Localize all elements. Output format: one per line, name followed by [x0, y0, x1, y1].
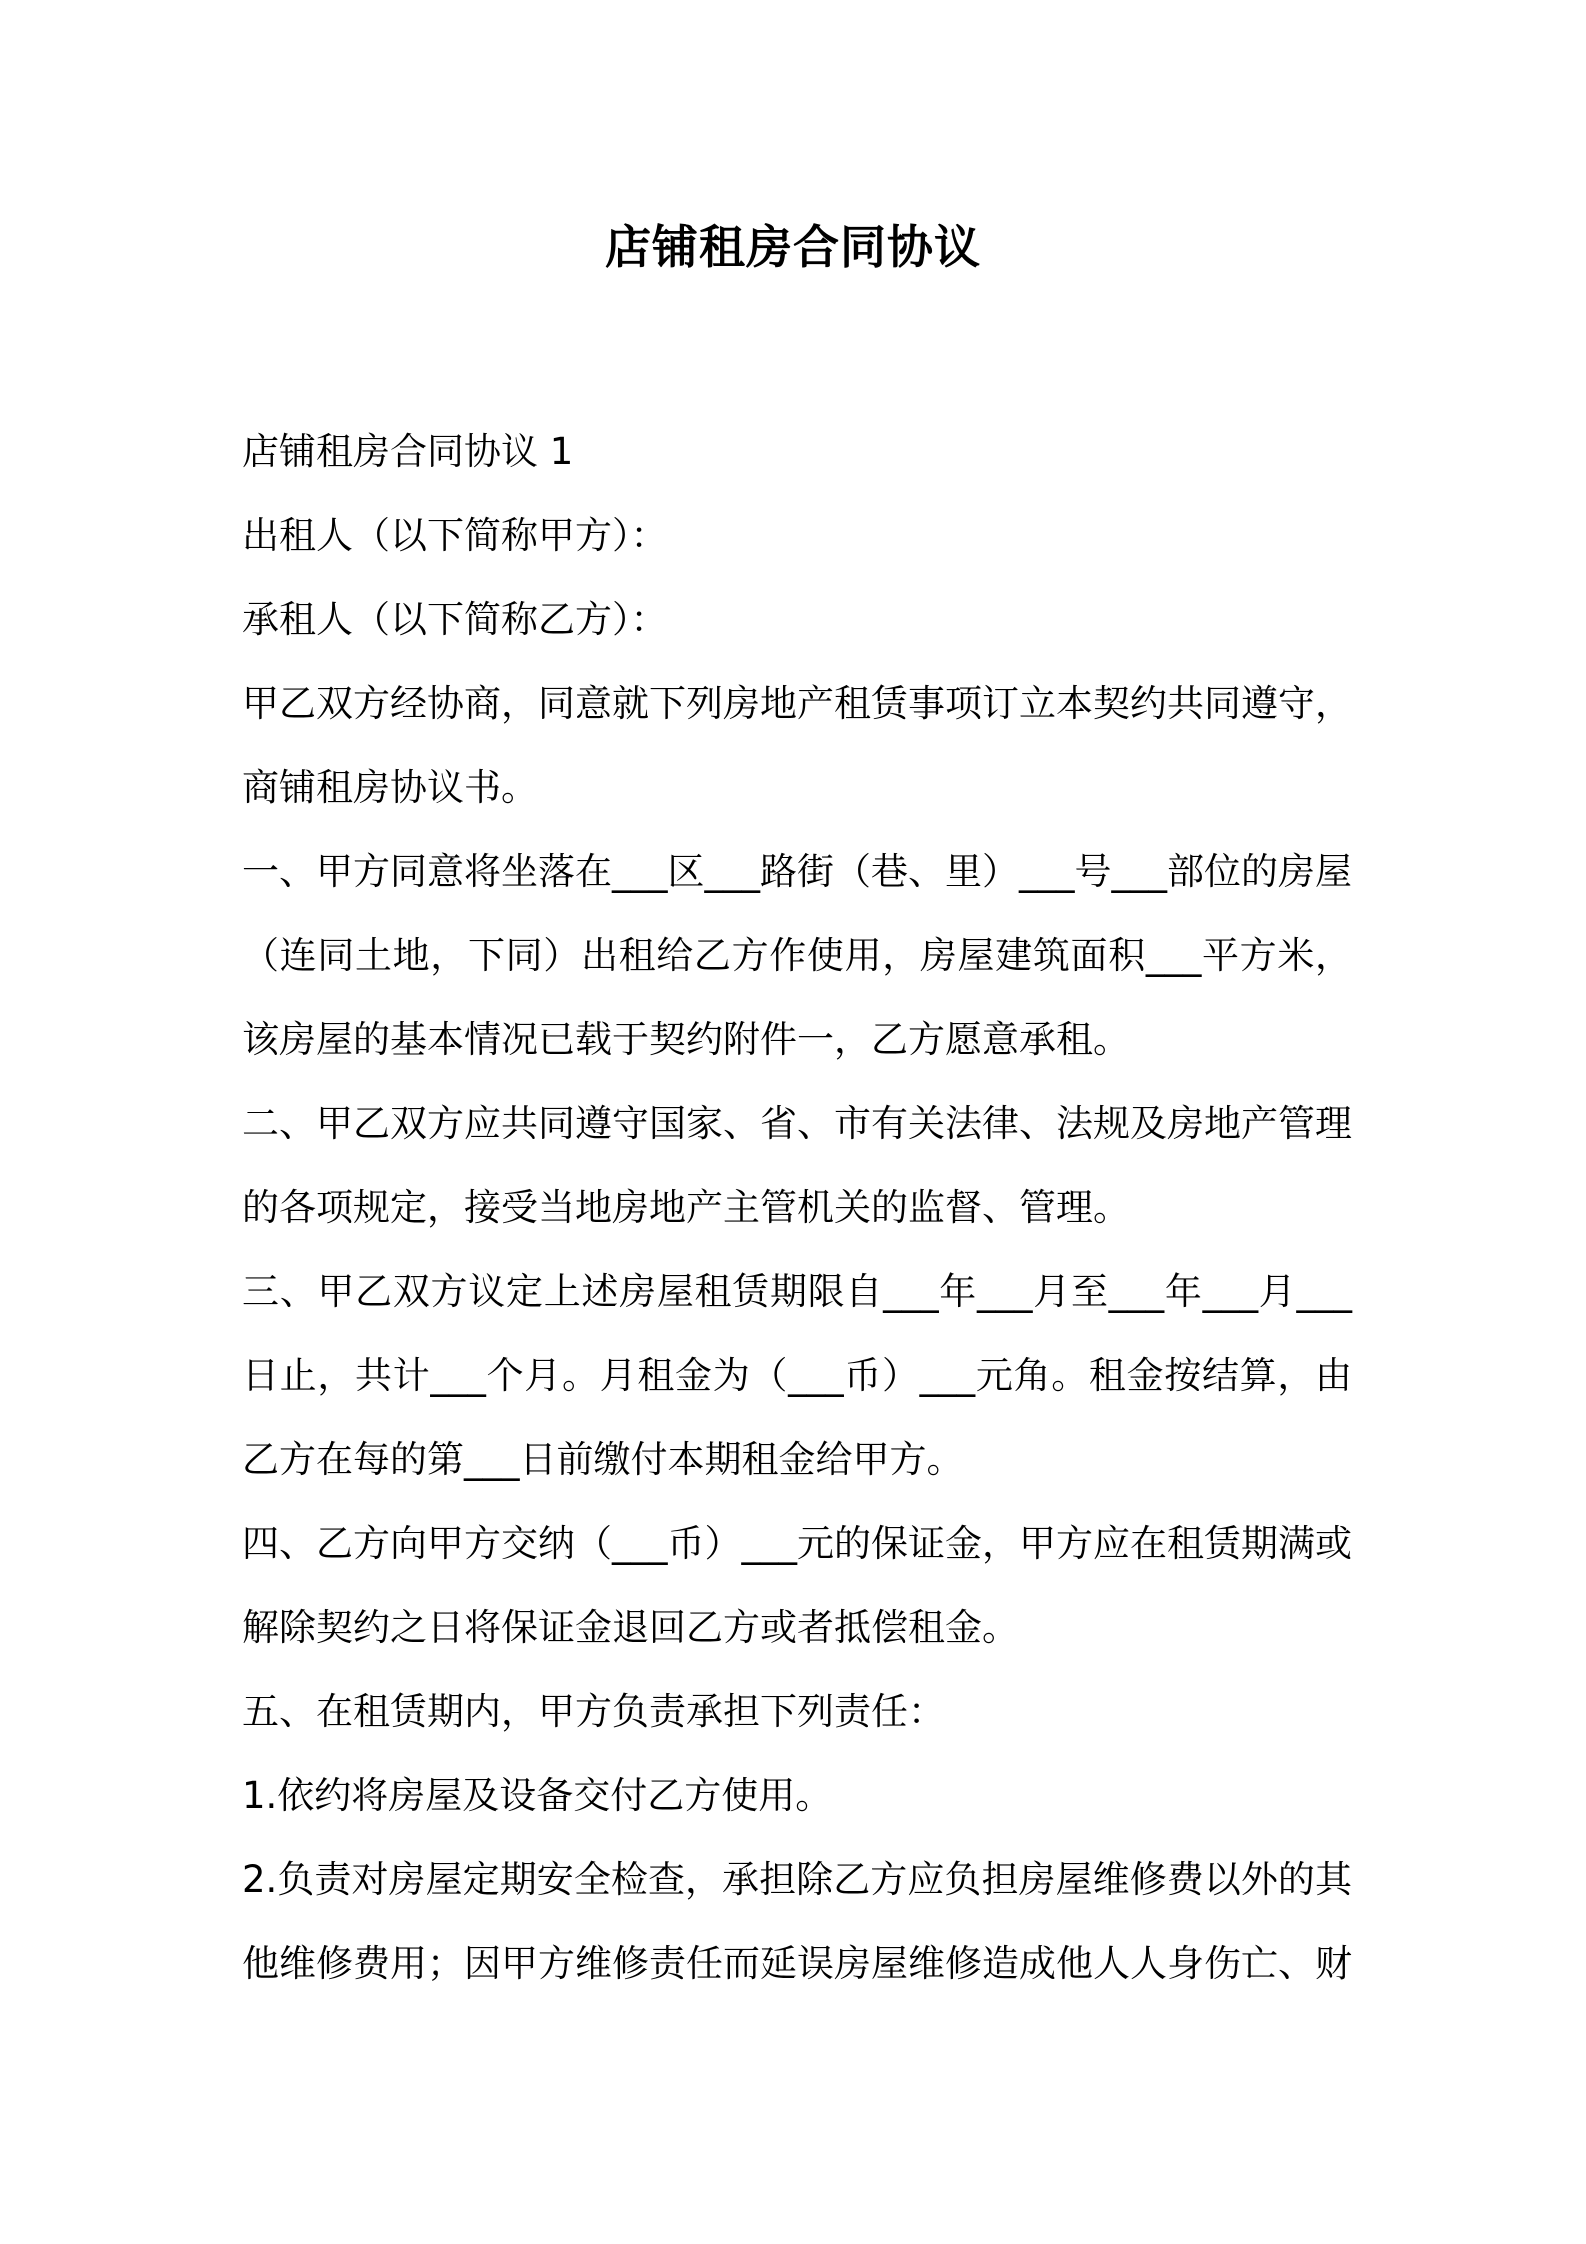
- clause-2: 二、甲乙双方应共同遵守国家、省、市有关法律、法规及房地产管理的各项规定，接受当地房地产主管机关的监督、管理。: [242, 1102, 1352, 1229]
- clause-4: 四、乙方向甲方交纳（___币）___元的保证金，甲方应在租赁期满或解除契约之日将保证金退回乙方或者抵偿租金。: [242, 1522, 1352, 1649]
- clause-1: 一、甲方同意将坐落在___区___路街（巷、里）___号___部位的房屋（连同土地，下同）出租给乙方作使用，房屋建筑面积___平方米，该房屋的基本情况已载于契约附件一，乙方愿意承租。: [242, 850, 1352, 1061]
- document-title: 店铺租房合同协议: [605, 220, 981, 274]
- clause-5-item-2: 2.负责对房屋定期安全检查，承担除乙方应负担房屋维修费以外的其他维修费用；因甲方维修责任而延误房屋维修造成他人人身伤亡、财: [242, 1858, 1352, 1985]
- intro-paragraph: 甲乙双方经协商，同意就下列房地产租赁事项订立本契约共同遵守，商铺租房协议书。: [242, 682, 1352, 809]
- section-heading: 店铺租房合同协议 1: [242, 430, 574, 473]
- clause-5-item-1: 1.依约将房屋及设备交付乙方使用。: [242, 1774, 833, 1817]
- lessor-line: 出租人（以下简称甲方）：: [242, 514, 668, 557]
- clause-5: 五、在租赁期内，甲方负责承担下列责任：: [242, 1690, 945, 1733]
- lessee-line: 承租人（以下简称乙方）：: [242, 598, 668, 641]
- clause-3: 三、甲乙双方议定上述房屋租赁期限自___年___月至___年___月___日止，共计___个月。月租金为（___币）___元角。租金按结算，由乙方在每的第___日前缴付本期租金给甲方。: [242, 1270, 1352, 1481]
- document-body: [242, 410, 1352, 2006]
